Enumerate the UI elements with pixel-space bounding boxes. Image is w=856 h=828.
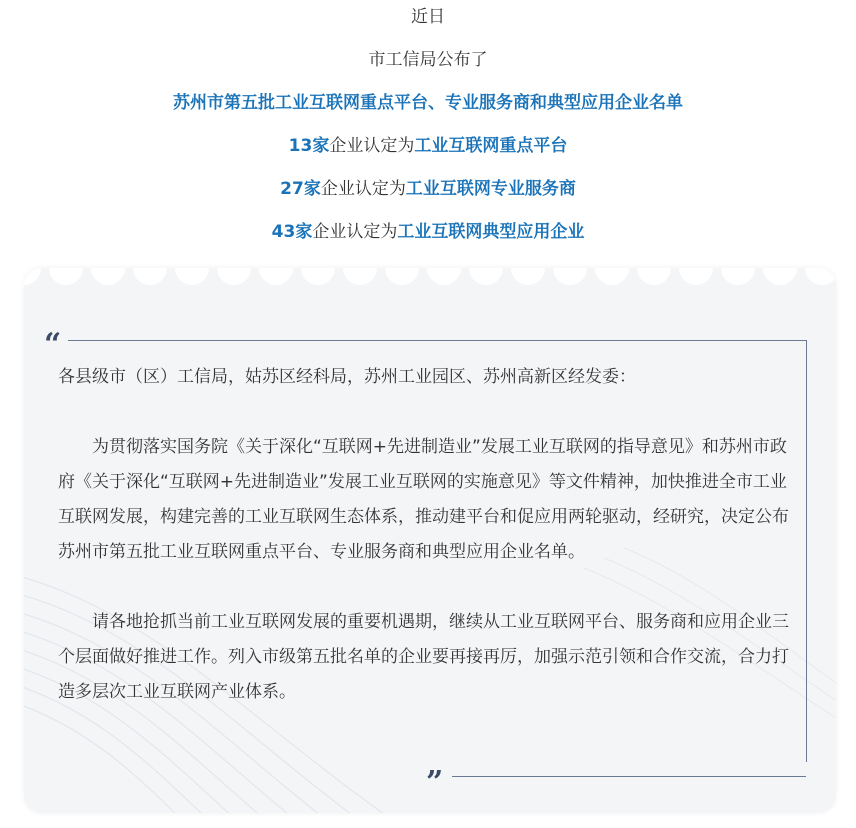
notice-salutation: 各县级市（区）工信局，姑苏区经科局，苏州工业园区、苏州高新区经发委： (58, 367, 636, 387)
intro-section (0, 0, 856, 254)
frame-top-line (68, 340, 806, 341)
intro-platform-line (0, 125, 856, 168)
frame-right-line (806, 340, 807, 762)
notice-paragraph-1: 为贯彻落实国务院《关于深化“互联网+先进制造业”发展工业互联网的指导意见》和苏州市政府《关于深化“互联网+先进制造业”发展工业互联网的实施意见》等文件精神，加快推进全市工业互联网发展，构建完善的工业互联网生态体系，推动建平台和促应用两轮驱动，经研究，决定公布苏州市第五批工业互联网重点平台、专业服务商和典型应用企业名单。 (58, 437, 789, 562)
frame-bottom-line (452, 776, 806, 777)
provider-count: 27家 (280, 179, 321, 199)
application-category: 工业互联网典型应用企业 (397, 222, 585, 242)
platform-category: 工业互联网重点平台 (414, 136, 568, 156)
intro-provider-line (0, 168, 856, 211)
application-mid-text: 企业认定为 (312, 222, 398, 242)
provider-mid-text: 企业认定为 (320, 179, 406, 199)
notice-paragraph-2: 请各地抢抓当前工业互联网发展的重要机遇期，继续从工业互联网平台、服务商和应用企业三个层面做好推进工作。列入市级第五批名单的企业要再接再厉，加强示范引领和合作交流，合力打造多层次工业互联网产业体系。 (58, 612, 789, 702)
open-quote-icon: “ (44, 327, 62, 362)
close-quote-icon: ” (426, 765, 444, 800)
intro-announcer-line: 市工信局公布了 (368, 50, 488, 70)
card-scalloped-edge (24, 268, 836, 308)
notice-body (58, 360, 796, 710)
application-count: 43家 (271, 222, 313, 242)
provider-category: 工业互联网专业服务商 (405, 179, 576, 199)
notice-card (24, 268, 836, 813)
platform-mid-text: 企业认定为 (329, 136, 415, 156)
intro-list-title: 苏州市第五批工业互联网重点平台、专业服务商和典型应用企业名单 (173, 93, 683, 113)
intro-application-line (0, 211, 856, 254)
intro-date-line: 近日 (411, 7, 445, 27)
platform-count: 13家 (288, 136, 330, 156)
